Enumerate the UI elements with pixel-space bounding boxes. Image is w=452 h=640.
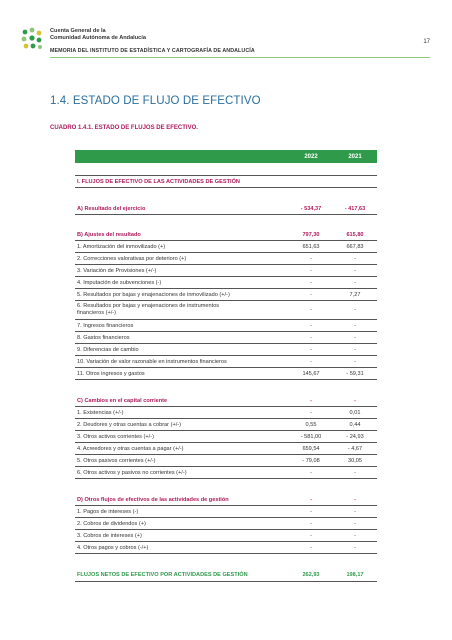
junta-andalucia-logo [20, 27, 44, 51]
table-row: 5. Resultados por bajas y enajenaciones de inmovilizado (+/-) - 7,27 [75, 289, 377, 301]
table-row-D: D) Otros flujos de efectivos de las actividades de gestión - - [75, 494, 377, 506]
table-row: 7. Ingresos financieros - - [75, 320, 377, 332]
table-row: 2. Deudores y otras cuentas a cobrar (+/-) 0,55 0,44 [75, 419, 377, 431]
spacer [75, 380, 377, 395]
table-row: 2. Cobros de dividendos (+) - - [75, 518, 377, 530]
table-row: 3. Cobros de intereses (+) - - [75, 530, 377, 542]
table-row: 1. Existencias (+/-) - 0,01 [75, 407, 377, 419]
row-label-line1: 6. Resultados por bajas y enajenaciones de instrumentos [77, 302, 220, 309]
spacer [75, 479, 377, 494]
section-I-heading: I. FLUJOS DE EFECTIVO DE LAS ACTIVIDADES DE GESTIÓN [75, 176, 377, 188]
column-header-2022: 2022 [304, 153, 318, 160]
page-number: 17 [423, 39, 430, 45]
table-row: 10. Variación de valor razonable en instrumentos financieros - - [75, 356, 377, 368]
table-row-C: C) Cambios en el capital corriente - - [75, 395, 377, 407]
table-caption: CUADRO 1.4.1. ESTADO DE FLUJOS DE EFECTIVO. [50, 125, 198, 131]
header-org-line1: Cuenta General de la [50, 28, 106, 34]
section-title: 1.4. ESTADO DE FLUJO DE EFECTIVO [50, 95, 261, 107]
table-row: 1. Pagos de intereses (-) - - [75, 506, 377, 518]
table-row: 4. Acreedores y otras cuentas a pagar (+/-) 659,54 - 4,67 [75, 443, 377, 455]
spacer [75, 554, 377, 569]
table-row-B: B) Ajustes del resultado 797,30 615,80 [75, 229, 377, 241]
column-header-2021: 2021 [348, 153, 362, 160]
header-subtitle: MEMORIA DEL INSTITUTO DE ESTADÍSTICA Y CARTOGRAFÍA DE ANDALUCÍA [50, 48, 255, 54]
table-row: 4. Otros pagos y cobros (-/+) - - [75, 542, 377, 554]
table-row: 2. Correcciones valorativas por deterioro (+) - - [75, 253, 377, 265]
table-row: 6. Otros activos y pasivos no corrientes (+/-) - - [75, 467, 377, 479]
table-row: 6. Resultados por bajas y enajenaciones de instrumentos financieros (+/-) - - [75, 301, 377, 320]
row-label-line2: financieros (+/-) [77, 310, 117, 316]
spacer [75, 163, 377, 176]
table-row: 4. Imputación de subvenciones (-) - - [75, 277, 377, 289]
table-row-total: FLUJOS NETOS DE EFECTIVO POR ACTIVIDADES DE GESTIÓN 262,93 198,17 [75, 569, 377, 582]
table-row: 1. Amortización del inmovilizado (+) 651,63 667,83 [75, 241, 377, 253]
table-header [75, 150, 377, 163]
table-row: 3. Otros activos corrientes (+/-) - 581,00 - 24,93 [75, 431, 377, 443]
table-row: 8. Gastos financieros - - [75, 332, 377, 344]
table-row: 3. Variación de Provisiones (+/-) - - [75, 265, 377, 277]
header-org-line2: Comunidad Autónoma de Andalucía [50, 35, 146, 41]
cash-flow-table [75, 150, 377, 582]
table-row-A: A) Resultado del ejercicio - 534,37 - 417,63 [75, 203, 377, 215]
header-divider [50, 57, 430, 58]
table-row: 11. Otros ingresos y gastos 145,67 - 59,31 [75, 368, 377, 380]
spacer [75, 215, 377, 229]
table-row: 5. Otros pasivos corrientes (+/-) - 79,08 30,05 [75, 455, 377, 467]
table-row: 9. Diferencias de cambio - - [75, 344, 377, 356]
spacer [75, 188, 377, 203]
